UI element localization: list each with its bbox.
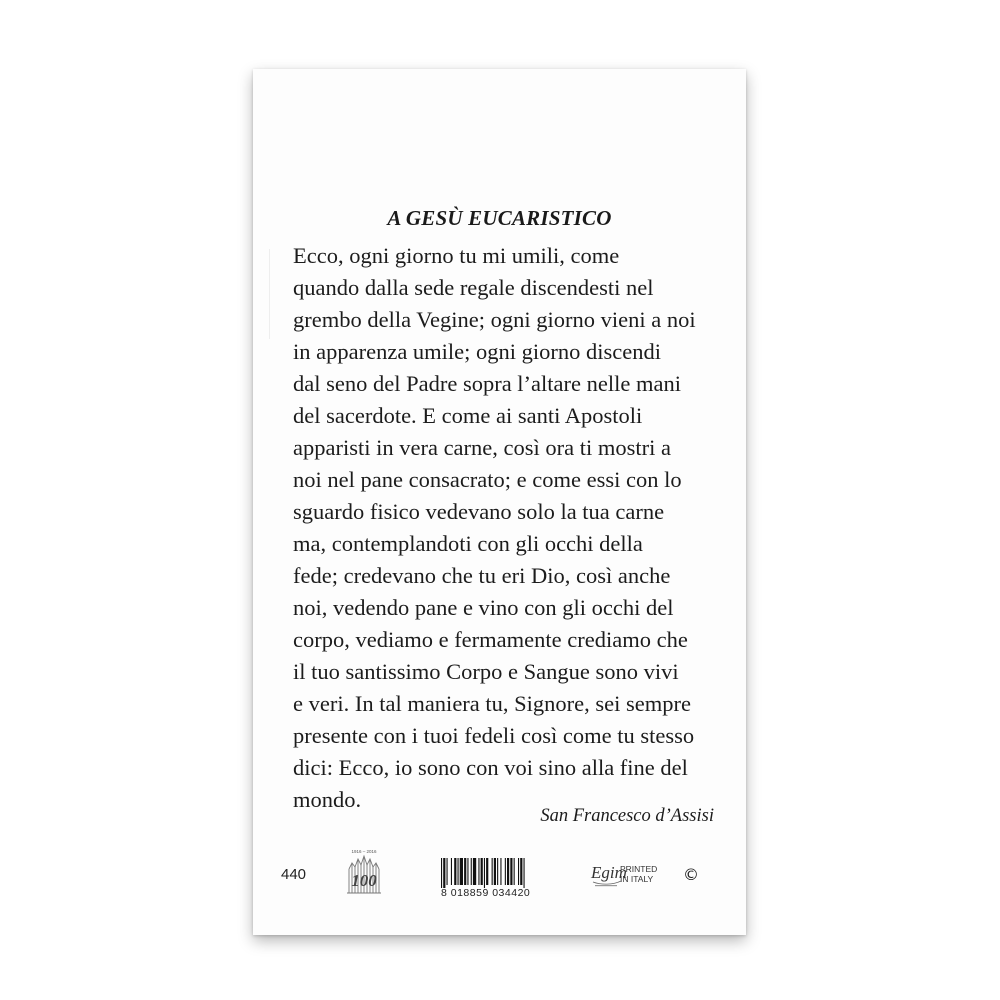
prayer-line: dici: Ecco, io sono con voi sino alla fine del xyxy=(293,755,688,780)
barcode-bar xyxy=(464,858,466,885)
barcode-bar xyxy=(510,858,512,885)
prayer-line: fede; credevano che tu eri Dio, così anche xyxy=(293,563,671,588)
barcode-bar xyxy=(518,858,519,885)
prayer-line: apparisti in vera carne, così ora ti mostri a xyxy=(293,435,671,460)
barcode-bar xyxy=(473,858,476,885)
prayer-card-back xyxy=(253,69,746,935)
barcode-bar xyxy=(454,858,456,885)
printed-line-2: IN ITALY xyxy=(620,874,654,884)
barcode-bar xyxy=(500,858,501,885)
anniversary-years: 1916 – 2016 xyxy=(351,849,377,854)
prayer-line: grembo della Vegine; ogni giorno vieni a noi xyxy=(293,307,696,332)
barcode-bar xyxy=(443,858,445,888)
product-code: 440 xyxy=(281,866,307,883)
prayer-line: del sacerdote. E come ai santi Apostoli xyxy=(293,403,643,428)
paper-mark xyxy=(269,249,270,339)
barcode-bar xyxy=(467,858,468,885)
barcode-bar xyxy=(478,858,479,885)
prayer-line: in apparenza umile; ogni giorno discendi xyxy=(293,339,662,364)
prayer-line: quando dalla sede regale discendesti nel xyxy=(293,275,654,300)
prayer-line: corpo, vediamo e fermamente crediamo che xyxy=(293,627,688,652)
prayer-line: Ecco, ogni giorno tu mi umili, come xyxy=(293,243,620,268)
anniversary-100-logo xyxy=(341,847,387,897)
barcode-bar xyxy=(451,858,452,885)
copyright-icon: © xyxy=(683,865,699,884)
prayer-title: A GESÙ EUCARISTICO xyxy=(387,206,612,230)
egim-logo-text: Egim xyxy=(591,863,627,882)
prayer-author: San Francesco d’Assisi xyxy=(540,806,714,826)
barcode-bar xyxy=(492,858,493,885)
barcode-bar xyxy=(494,858,496,885)
barcode-number: 8 018859 034420 xyxy=(441,887,531,899)
barcode-bar xyxy=(447,858,448,885)
barcode-bar xyxy=(441,858,442,888)
barcode-bar xyxy=(458,858,459,885)
barcode-bar xyxy=(486,858,488,885)
prayer-line: noi, vedendo pane e vino con gli occhi del xyxy=(293,595,674,620)
barcode-bar xyxy=(514,858,515,885)
printed-line-1: PRINTED xyxy=(620,864,658,874)
prayer-line: mondo. xyxy=(293,787,362,812)
barcode-bar xyxy=(497,858,498,885)
prayer-line: noi nel pane consacrato; e come essi con lo xyxy=(293,467,682,492)
barcode-bar xyxy=(520,858,522,885)
prayer-line: presente con i tuoi fedeli così come tu stesso xyxy=(293,723,695,748)
barcode-bar xyxy=(471,858,472,885)
prayer-text xyxy=(293,240,733,816)
barcode-bar xyxy=(505,858,506,885)
barcode-bar xyxy=(507,858,509,885)
prayer-line: e veri. In tal maniera tu, Signore, sei sempre xyxy=(293,691,691,716)
barcode-bar xyxy=(481,858,483,885)
prayer-line: ma, contemplandoti con gli occhi della xyxy=(293,531,643,556)
prayer-line: il tuo santissimo Corpo e Sangue sono vivi xyxy=(293,659,679,684)
barcode-bar xyxy=(484,858,485,888)
prayer-line: sguardo fisico vedevano solo la tua carne xyxy=(293,499,665,524)
barcode-bar xyxy=(524,858,525,888)
printed-in-italy xyxy=(620,864,657,884)
barcode-bar xyxy=(460,858,463,885)
anniversary-number: 100 xyxy=(351,871,377,890)
prayer-line: dal seno del Padre sopra l’altare nelle mani xyxy=(293,371,681,396)
